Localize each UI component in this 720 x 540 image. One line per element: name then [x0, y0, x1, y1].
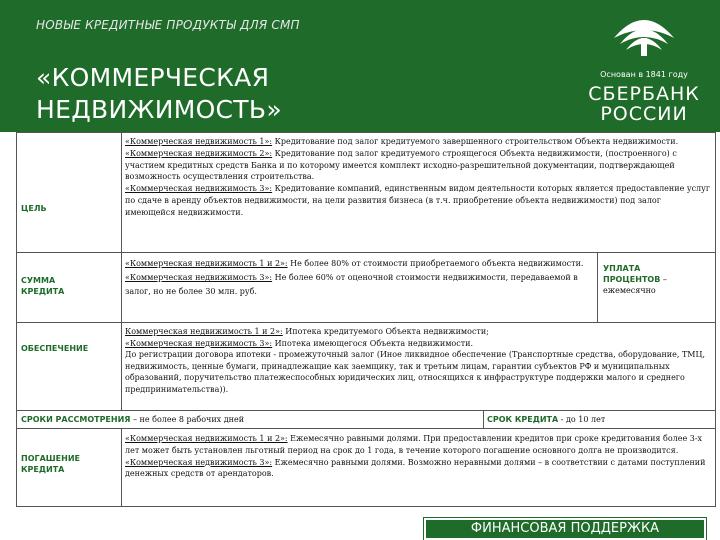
row-label-repayment-line-1: ПОГАШЕНИЕ: [21, 454, 80, 463]
goal-item: [125, 136, 713, 148]
amount-item-term: «Коммерческая недвижимость 1 и 2»:: [125, 259, 288, 268]
repayment-item: [125, 433, 713, 457]
security-content: [125, 326, 713, 396]
security-item: [125, 338, 713, 350]
column-divider: [483, 411, 484, 428]
security-item-term: «Коммерческая недвижимость 3»:: [125, 338, 273, 348]
interest-payment-label-text: ПРОЦЕНТОВ: [603, 275, 661, 284]
interest-payment-value: ежемесячно: [603, 286, 656, 295]
repayment-item-text: Ежемесячно равными долями. Возможно неравными долями – в соответствии с датами поступлений денежных средств от арендаторов.: [125, 457, 706, 479]
column-divider: [121, 429, 122, 506]
row-repayment: [16, 429, 716, 507]
security-item-text: Ипотека имеющегося Объекта недвижимости.: [272, 338, 474, 348]
interest-payment-label-line-1: УПЛАТА: [603, 264, 641, 273]
review-period-label: СРОКИ РАССМОТРЕНИЯ: [21, 415, 131, 424]
goal-item: [125, 148, 713, 183]
logo-name-line-1: СБЕРБАНК: [588, 83, 700, 105]
page-title: [36, 62, 456, 126]
header-banner: [0, 0, 720, 132]
repayment-item-term: «Коммерческая недвижимость 1 и 2»:: [125, 434, 288, 443]
page-title-line-1: «КОММЕРЧЕСКАЯ: [36, 63, 270, 92]
security-item-term: Коммерческая недвижимость 1 и 2»:: [125, 327, 283, 336]
goal-item-text: Кредитование под залог кредитуемого строящегося Объекта недвижимости, (построенного) с участием кредитных средств Банка и по которому имеется комплект исходно-разрешительной документации, подтверждающей возможность осуществления строительства.: [125, 148, 677, 182]
repayment-item: [125, 457, 713, 481]
goal-item: [125, 183, 713, 218]
logo-since: Основан в 1841 году: [600, 70, 688, 79]
column-divider: [121, 323, 122, 410]
review-period-value: – не более 8 рабочих дней: [130, 415, 245, 424]
row-label-repayment: [21, 453, 80, 475]
amount-item: [125, 257, 595, 271]
review-period: [21, 414, 481, 426]
interest-payment-label-line-2: [603, 274, 711, 285]
row-label-amount-line-1: СУММА: [21, 276, 56, 285]
sberbank-logo: [588, 8, 700, 124]
logo-name-line-2: РОССИИ: [600, 103, 688, 125]
repayment-item-text: Ежемесячно равными долями. При предоставлении кредитов при сроке кредитования более 3-х лет может быть установлен льготный период на срок до 1 года, в течение которого погашение основного долга не производится.: [125, 434, 703, 455]
amount-item: [125, 271, 595, 299]
page-title-line-2: НЕДВИЖИМОСТЬ»: [36, 95, 282, 124]
repayment-content: [125, 433, 713, 480]
amount-content: [125, 257, 595, 299]
row-label-amount-line-2: КРЕДИТА: [21, 287, 65, 296]
row-label-repayment-line-2: КРЕДИТА: [21, 465, 65, 474]
column-divider: [121, 253, 122, 322]
interest-payment-dash: –: [660, 275, 667, 284]
column-divider: [121, 133, 122, 252]
goal-item-text: Кредитование под залог кредитуемого завершенного строительством Объекта недвижимости.: [272, 137, 679, 146]
row-label-security: ОБЕСПЕЧЕНИЕ: [21, 344, 89, 353]
amount-item-text: Не более 80% от стоимости приобретаемого объекта недвижимости.: [287, 259, 584, 268]
row-terms: [16, 411, 716, 429]
security-item: [125, 326, 713, 338]
amount-item-term: «Коммерческая недвижимость 3»:: [125, 273, 273, 282]
goal-content: [125, 136, 713, 219]
repayment-item-term: «Коммерческая недвижимость 3»:: [125, 457, 273, 467]
security-note: До регистрации договора ипотеки - промежуточный залог (Иное ликвидное обеспечение (Транспортные средства, оборудование, ТМЦ, недвижимость, ценные бумаги, принадлежащие как заемщику, так и третьим лицам, гарантии субъектов РФ и муниципальных образований, поручительство платежеспособных юридических лиц, относящихся к инфраструктуре поддержки малого и среднего предпринимательства)).: [125, 350, 706, 394]
interest-payment: [603, 263, 711, 296]
amount-item-text: Не более 60% от оценочной стоимости недвижимости, передаваемой в залог, но не более 30 млн. руб.: [125, 273, 578, 296]
sberbank-emblem-icon: [610, 8, 678, 58]
goal-item-term: «Коммерческая недвижимость 3»:: [125, 184, 273, 194]
credit-term-value: - до 10 лет: [558, 415, 606, 424]
goal-item-term: «Коммерческая недвижимость 2»:: [125, 148, 273, 158]
row-security: [16, 323, 716, 411]
goal-item-term: «Коммерческая недвижимость 1»:: [125, 137, 273, 146]
financial-support-button[interactable]: ФИНАНСОВАЯ ПОДДЕРЖКА: [424, 518, 706, 540]
row-goal: [16, 133, 716, 253]
row-label-goal: ЦЕЛЬ: [21, 204, 47, 213]
row-amount: [16, 253, 716, 323]
credit-term: [487, 414, 711, 426]
row-label-amount: [21, 275, 64, 297]
product-terms-table: [16, 132, 716, 479]
credit-term-label: СРОК КРЕДИТА: [487, 415, 559, 424]
header-kicker: НОВЫЕ КРЕДИТНЫЕ ПРОДУКТЫ ДЛЯ СМП: [36, 18, 300, 32]
column-divider: [597, 253, 598, 322]
goal-item-text: Кредитование компаний, единственным видом деятельности которых является предоставление услуг по сдаче в аренду объектов недвижимости, на цели развития бизнеса (в т.ч. приобретение объекта недвижимости) под залог имеющейся недвижимости.: [125, 184, 711, 217]
security-item-text: Ипотека кредитуемого Объекта недвижимости;: [282, 327, 489, 336]
